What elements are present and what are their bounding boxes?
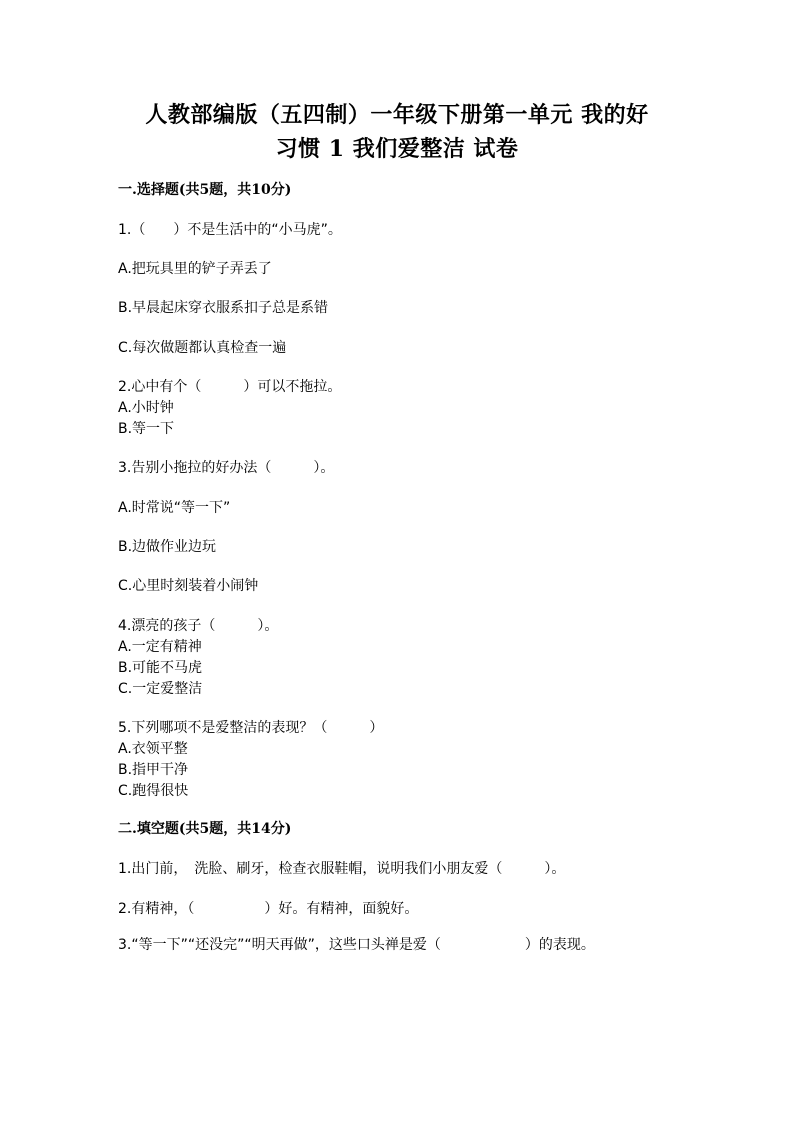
exam-title-line1: 人教部编版（五四制）一年级下册第一单元 我的好 [145, 102, 649, 128]
section-heading-fill: 二.填空题(共5题，共14分) [118, 821, 292, 837]
question-5-option-c: C.跑得很快 [118, 783, 189, 799]
question-2-stem: 2.心中有个（ ）可以不拖拉。 [118, 379, 342, 395]
question-3-stem: 3.告别小拖拉的好办法（ ）。 [118, 460, 335, 476]
question-1-option-b: B.早晨起床穿衣服系扣子总是系错 [118, 300, 329, 316]
question-4-stem: 4.漂亮的孩子（ ）。 [118, 618, 279, 634]
question-3-option-b: B.边做作业边玩 [118, 539, 217, 555]
fill-question-3: 3.“等一下”“还没完”“明天再做”，这些口头禅是爱（ ）的表现。 [118, 937, 595, 953]
question-4-option-b: B.可能不马虎 [118, 660, 203, 676]
question-1-stem: 1.（ ）不是生活中的“小马虎”。 [118, 222, 342, 238]
question-1-option-a: A.把玩具里的铲子弄丢了 [118, 261, 272, 277]
exam-title-line2: 习惯 1 我们爱整洁 试卷 [275, 136, 519, 162]
question-4-option-a: A.一定有精神 [118, 639, 202, 655]
question-5-option-a: A.衣领平整 [118, 741, 188, 757]
question-3-option-a: A.时常说“等一下” [118, 500, 231, 516]
fill-question-1: 1.出门前， 洗脸、刷牙，检查衣服鞋帽，说明我们小朋友爱（ ）。 [118, 861, 566, 877]
section-heading-choice: 一.选择题(共5题，共10分) [118, 182, 292, 198]
question-4-option-c: C.一定爱整洁 [118, 681, 203, 697]
question-2-option-b: B.等一下 [118, 421, 175, 437]
question-5-option-b: B.指甲干净 [118, 762, 189, 778]
question-1-option-c: C.每次做题都认真检查一遍 [118, 340, 287, 356]
question-3-option-c: C.心里时刻装着小闹钟 [118, 578, 259, 594]
fill-question-2: 2.有精神，（ ）好。有精神，面貌好。 [118, 901, 419, 917]
question-2-option-a: A.小时钟 [118, 400, 174, 416]
question-5-stem: 5.下列哪项不是爱整洁的表现？（ ） [118, 720, 384, 736]
